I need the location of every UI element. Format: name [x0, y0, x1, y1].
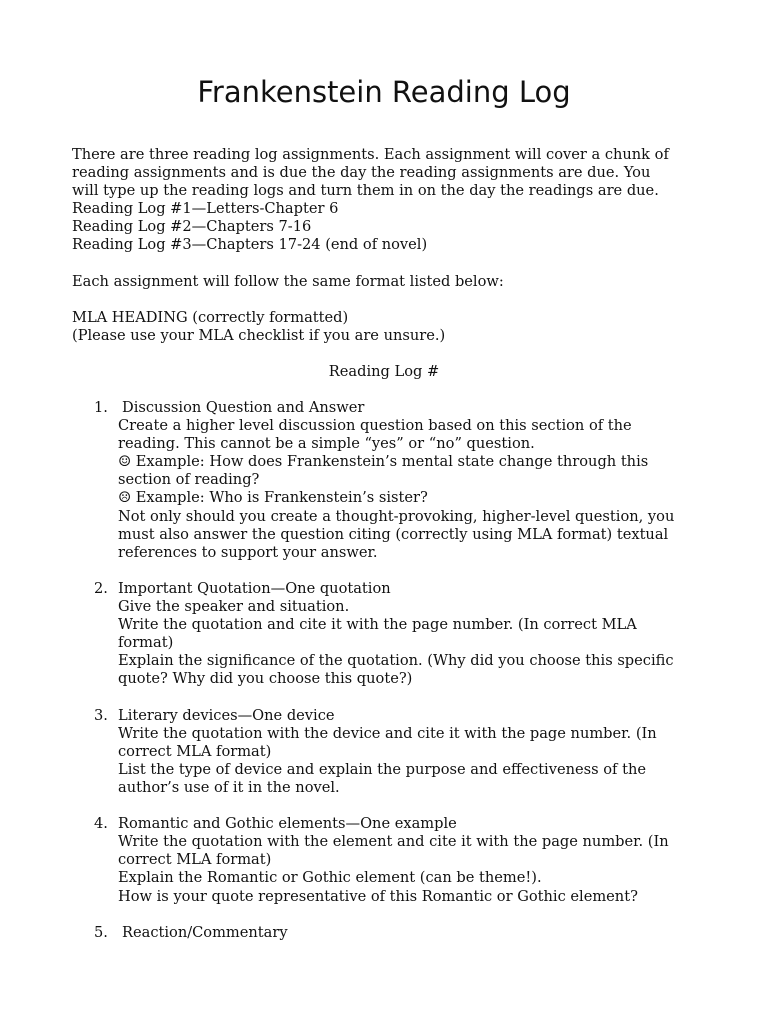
item-title: Important Quotation—One quotation — [118, 579, 391, 597]
reading-log-1-line: Reading Log #1—Letters-Chapter 6 — [72, 200, 339, 218]
item-line: ☹ Example: Who is Frankenstein’s sister? — [118, 489, 428, 507]
item-line: Write the quotation with the device and cite it with the page number. (In — [118, 724, 657, 742]
item-line: Not only should you create a thought-provoking, higher-level question, you — [118, 507, 675, 525]
list-item — [0, 815, 768, 905]
item-title: Discussion Question and Answer — [122, 399, 365, 416]
item-line: section of reading? — [118, 471, 260, 489]
requirements-list — [0, 399, 768, 960]
list-item — [0, 707, 768, 797]
item-line: correct MLA format) — [118, 742, 272, 760]
item-line: Explain the Romantic or Gothic element (can be theme!). — [118, 869, 542, 887]
item-line: references to support your answer. — [118, 543, 378, 561]
reading-log-2-line: Reading Log #2—Chapters 7-16 — [72, 218, 312, 236]
intro-line: will type up the reading logs and turn them in on the day the readings are due. — [72, 182, 659, 200]
item-line: quote? Why did you choose this quote?) — [118, 670, 413, 688]
item-line: ☺ Example: How does Frankenstein’s mental state change through this — [118, 453, 649, 471]
item-line: Write the quotation and cite it with the page number. (In correct MLA — [118, 616, 637, 634]
mla-note: (Please use your MLA checklist if you are unsure.) — [72, 327, 446, 345]
reading-log-3-line: Reading Log #3—Chapters 17-24 (end of novel) — [72, 236, 428, 254]
item-title: Romantic and Gothic elements—One example — [118, 815, 457, 833]
item-line: Create a higher level discussion question based on this section of the — [118, 417, 632, 435]
item-line: reading. This cannot be a simple “yes” or “no” question. — [118, 435, 535, 453]
item-line: Explain the significance of the quotation. (Why did you choose this specific — [118, 652, 674, 670]
item-title: Literary devices—One device — [118, 706, 335, 724]
item-line: List the type of device and explain the purpose and effectiveness of the — [118, 760, 646, 778]
item-number: 4. — [94, 815, 108, 833]
item-line: author’s use of it in the novel. — [118, 778, 340, 796]
item-line: Give the speaker and situation. — [118, 598, 350, 616]
list-item — [0, 399, 768, 562]
item-line: format) — [118, 634, 174, 652]
item-number: 2. — [94, 579, 108, 597]
page-title: Frankenstein Reading Log — [197, 75, 571, 109]
mla-heading: MLA HEADING (correctly formatted) — [72, 309, 349, 326]
list-item — [0, 924, 768, 942]
format-intro: Each assignment will follow the same format listed below: — [72, 273, 504, 290]
item-line: must also answer the question citing (correctly using MLA format) textual — [118, 525, 669, 543]
intro-paragraph — [72, 146, 712, 255]
item-number: 1. — [94, 399, 108, 416]
item-line: Write the quotation with the element and cite it with the page number. (In — [118, 833, 669, 851]
intro-line: There are three reading log assignments. Each assignment will cover a chunk of — [72, 146, 669, 163]
item-line: How is your quote representative of this Romantic or Gothic element? — [118, 887, 638, 905]
mla-block — [72, 309, 445, 345]
item-line: correct MLA format) — [118, 851, 272, 869]
item-number: 5. — [94, 923, 108, 941]
list-item — [0, 580, 768, 689]
intro-line: reading assignments and is due the day the reading assignments are due. You — [72, 164, 651, 182]
item-title: Reaction/Commentary — [122, 923, 288, 941]
item-number: 3. — [94, 706, 108, 724]
section-heading: Reading Log # — [328, 363, 440, 380]
